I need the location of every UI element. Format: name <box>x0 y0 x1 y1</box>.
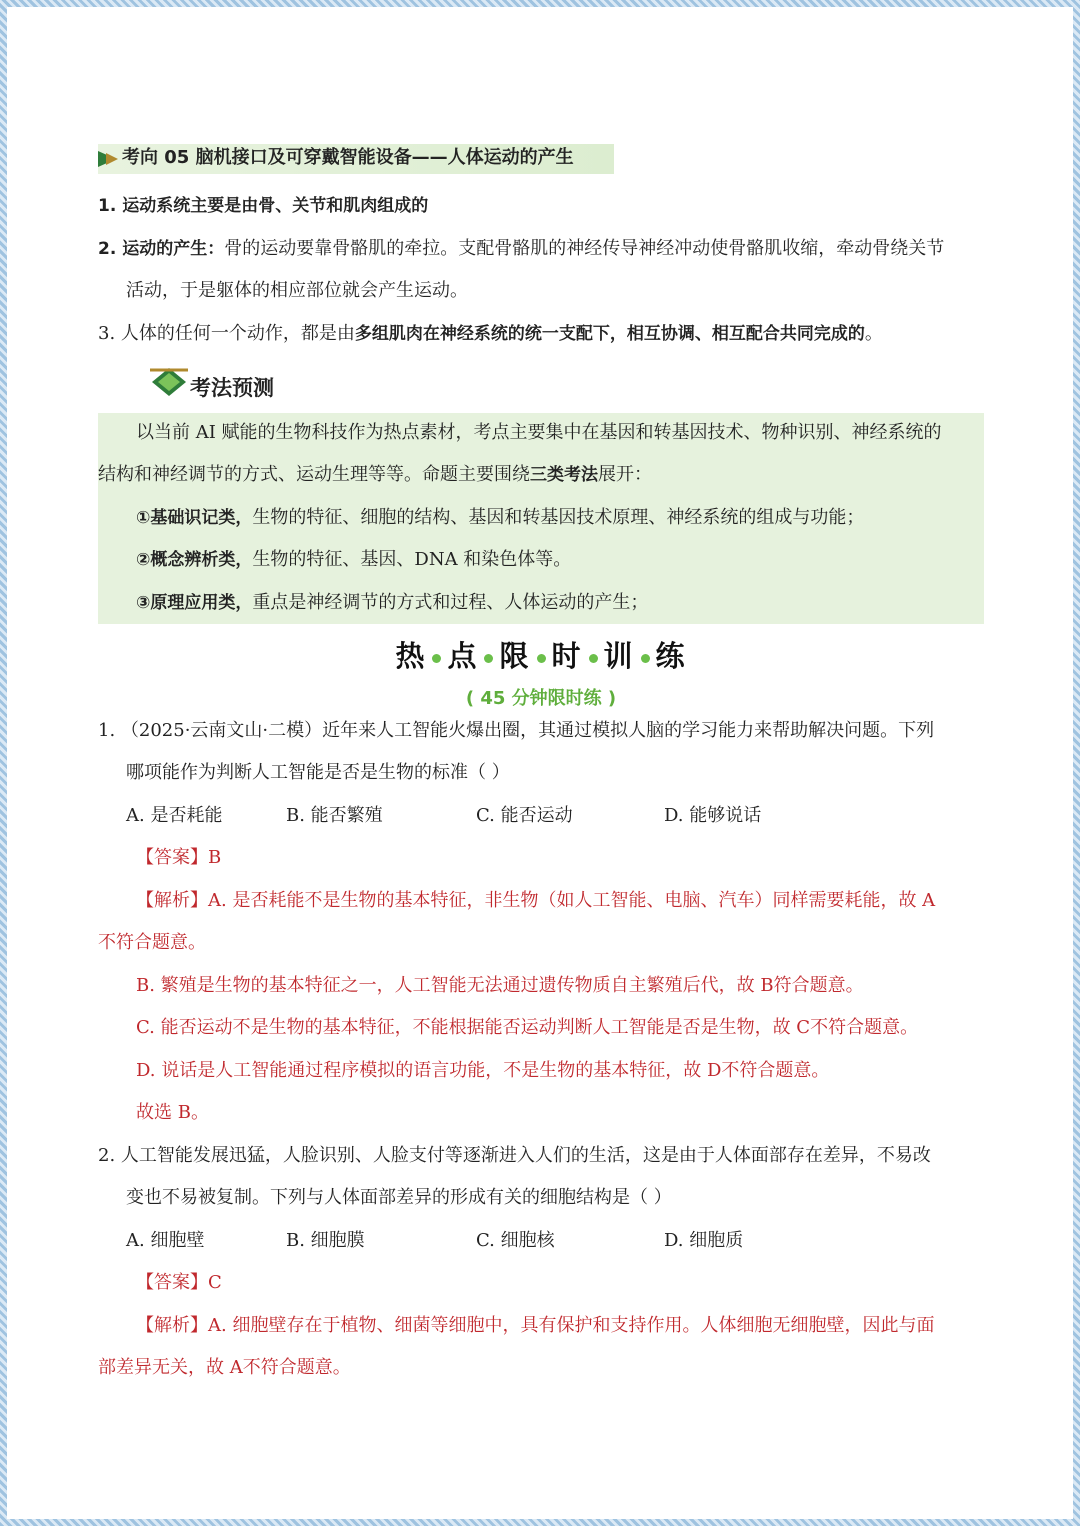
q1-analysis-c: C. 能否运动不是生物的基本特征，不能根据能否运动判断人工智能是否是生物，故 C不符合题意。 <box>136 1017 919 1038</box>
training-title-char: 时 <box>551 639 583 673</box>
q2-option-a: A. 细胞壁 <box>126 1230 205 1251</box>
green-dot-icon <box>432 654 441 663</box>
point-2-text: 骨的运动要靠骨骼肌的牵拉。支配骨骼肌的神经传导神经冲动使骨骼肌收缩，牵动骨绕关节 <box>224 238 945 259</box>
point-3-emphasis: 多组肌肉在神经系统的统一支配下，相互协调、相互配合共同完成的 <box>354 324 865 344</box>
prediction-item-3-text: 重点是神经调节的方式和过程、人体运动的产生； <box>252 592 649 613</box>
green-dot-icon <box>537 654 546 663</box>
q1-analysis-a-continued: 不符合题意。 <box>98 932 206 953</box>
point-3 <box>98 322 883 346</box>
q1-option-d: D. 能够说话 <box>664 805 762 826</box>
training-title-char: 限 <box>499 639 531 673</box>
q1-analysis-b: B. 繁殖是生物的基本特征之一，人工智能无法通过遗传物质自主繁殖后代，故 B符合题意。 <box>136 975 864 996</box>
training-title-char: 练 <box>655 639 687 673</box>
q2-option-b: B. 细胞膜 <box>286 1230 365 1251</box>
q2-option-c: C. 细胞核 <box>476 1230 555 1251</box>
point-3-end: 。 <box>864 323 883 344</box>
prediction-item-1 <box>136 506 864 530</box>
training-subtitle: ( 45 分钟限时练 ) <box>465 688 617 709</box>
q1-option-b: B. 能否繁殖 <box>286 805 383 826</box>
green-dot-icon <box>589 654 598 663</box>
q2-answer: 【答案】C <box>136 1272 222 1293</box>
prediction-item-1-text: 生物的特征、细胞的结构、基因和转基因技术原理、神经系统的组成与功能； <box>252 507 865 528</box>
q1-option-c: C. 能否运动 <box>476 805 573 826</box>
q1-analysis-d: D. 说话是人工智能通过程序模拟的语言功能，不是生物的基本特征，故 D不符合题意。 <box>136 1060 830 1081</box>
green-dot-icon <box>641 654 650 663</box>
q2-stem-2: 变也不易被复制。下列与人体面部差异的形成有关的细胞结构是（ ） <box>126 1187 672 1208</box>
point-1: 1. 运动系统主要是由骨、关节和肌肉组成的 <box>98 196 429 216</box>
green-dot-icon <box>484 654 493 663</box>
point-3-prefix: 3. 人体的任何一个动作，都是由 <box>98 323 355 344</box>
prediction-heading: 考法预测 <box>190 376 274 400</box>
q2-analysis-a-continued: 部差异无关，故 A不符合题意。 <box>98 1357 351 1378</box>
prediction-intro-1: 以当前 AI 赋能的生物科技作为热点素材，考点主要集中在基因和转基因技术、物种识别、神经系统的 <box>136 422 942 443</box>
prediction-item-2 <box>136 548 571 572</box>
q2-stem-1: 2. 人工智能发展迅猛，人脸识别、人脸支付等逐渐进入人们的生活，这是由于人体面部存在差异，不易改 <box>98 1145 931 1166</box>
q1-answer: 【答案】B <box>136 847 222 868</box>
prediction-item-2-text: 生物的特征、基因、DNA 和染色体等。 <box>252 549 572 570</box>
training-title-char: 热 <box>395 639 427 673</box>
prediction-item-1-label: ①基础识记类， <box>136 508 253 528</box>
topic-title: 考向 05 脑机接口及可穿戴智能设备——人体运动的产生 <box>122 147 574 168</box>
prediction-item-2-label: ②概念辨析类， <box>136 550 253 570</box>
prediction-intro-2-prefix: 结构和神经调节的方式、运动生理等等。命题主要围绕 <box>98 464 530 485</box>
prediction-intro-2 <box>98 463 652 487</box>
q1-analysis-a: 【解析】A. 是否耗能不是生物的基本特征，非生物（如人工智能、电脑、汽车）同样需要耗能，故 A <box>136 890 936 911</box>
prediction-item-3-label: ③原理应用类， <box>136 593 253 613</box>
q1-stem-1: 1. （2025·云南文山·二模）近年来人工智能火爆出圈，其通过模拟人脑的学习能力来帮助解决问题。下列 <box>98 720 935 741</box>
point-2 <box>98 237 944 261</box>
diamond-logo-icon <box>148 364 190 400</box>
prediction-item-3 <box>136 591 648 615</box>
play-arrow-accent-icon <box>106 153 118 165</box>
prediction-intro-2-end: 展开： <box>598 464 652 485</box>
point-2-continued: 活动，于是躯体的相应部位就会产生运动。 <box>126 280 468 301</box>
training-title-char: 点 <box>447 639 479 673</box>
q1-option-a: A. 是否耗能 <box>126 805 223 826</box>
q1-stem-2: 哪项能作为判断人工智能是否是生物的标准（ ） <box>126 762 510 783</box>
prediction-intro-2-emphasis: 三类考法 <box>530 465 598 485</box>
training-title <box>98 638 984 674</box>
training-title-char: 训 <box>603 639 635 673</box>
point-2-label: 2. 运动的产生： <box>98 239 225 259</box>
q2-analysis-a: 【解析】A. 细胞壁存在于植物、细菌等细胞中，具有保护和支持作用。人体细胞无细胞壁，因此与面 <box>136 1315 935 1336</box>
q1-conclusion: 故选 B。 <box>136 1102 209 1123</box>
q2-option-d: D. 细胞质 <box>664 1230 744 1251</box>
